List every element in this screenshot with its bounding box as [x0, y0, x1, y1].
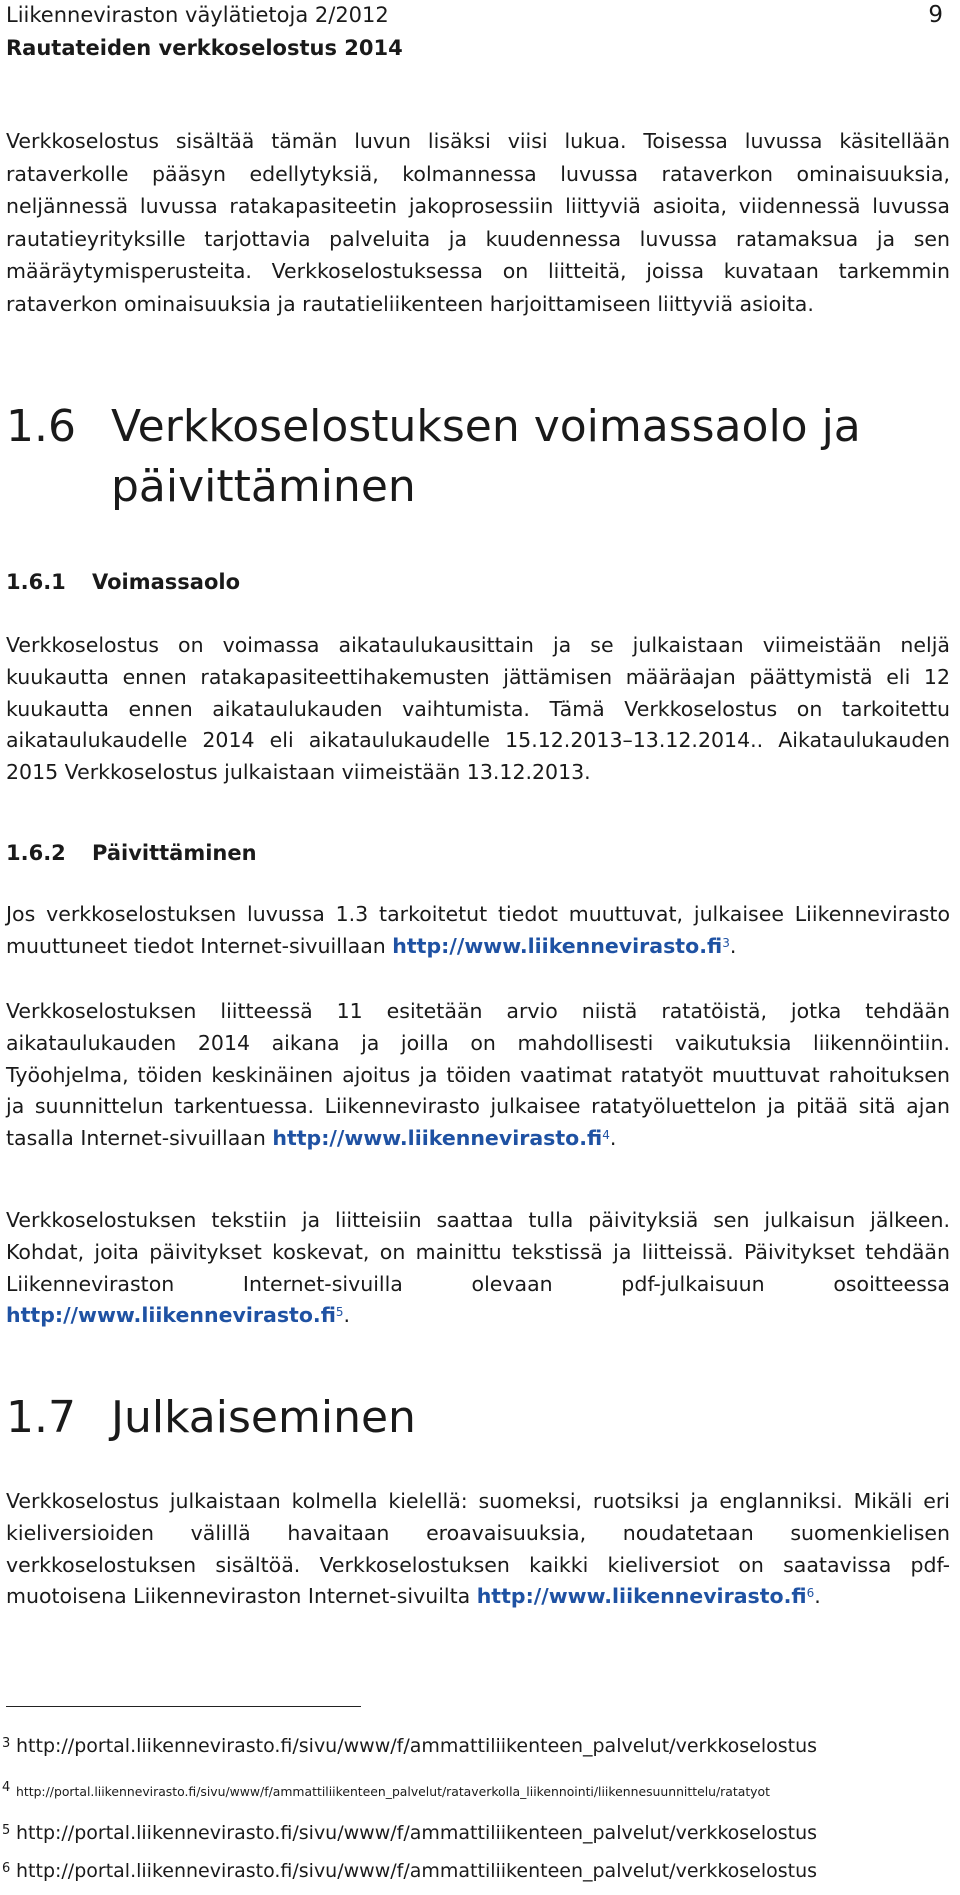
footnote-ref[interactable]: 5 — [335, 1305, 344, 1320]
footnote-ref[interactable]: 3 — [722, 935, 730, 950]
liikennevirasto-link[interactable]: http://www.liikennevirasto.fi — [272, 1126, 603, 1151]
footnote-number: 6 — [2, 1861, 11, 1876]
subsection-heading-1-6-1 — [6, 567, 240, 597]
footnote-6 — [2, 1856, 817, 1884]
footnote-number: 4 — [2, 1780, 11, 1795]
subsection-heading-1-6-2 — [6, 838, 257, 868]
paragraph-text: Verkkoselostuksen liitteessä 11 esitetään arvio niistä ratatöistä, jotka tehdään aikataulukauden 2014 aikana ja joilla on mahdollisesti vaikutuksia liikennöintiin. Työohjelma, töiden keskinäinen ajoitus ja töiden vaatimat ratatyöt muuttuvat rahoituksen ja suunnittelun tarkentuessa. Liikennevirasto julkaisee ratatyöluettelon ja pitää sitä ajan tasalla Internet-sivuillaan — [6, 999, 950, 1151]
liikennevirasto-link[interactable]: http://www.liikennevirasto.fi — [6, 1303, 336, 1328]
paivittaminen-paragraph-3 — [6, 1205, 950, 1332]
page-number: 9 — [928, 2, 943, 28]
section-heading-1-6 — [6, 397, 871, 517]
section-title: Verkkoselostuksen voimassaolo ja päivittäminen — [111, 401, 861, 512]
paragraph-end: . — [729, 933, 737, 958]
footnote-number: 3 — [2, 1736, 11, 1751]
footnote-5 — [2, 1818, 817, 1846]
paragraph-end: . — [814, 1584, 821, 1609]
running-header-publication: Liikenneviraston väylätietoja 2/2012 — [6, 3, 389, 27]
footnote-ref[interactable]: 4 — [602, 1128, 610, 1143]
subsection-title: Päivittäminen — [92, 841, 257, 865]
intro-paragraph: Verkkoselostus sisältää tämän luvun lisäksi viisi lukua. Toisessa luvussa käsitellään rataverkolle pääsyn edellytyksiä, kolmannessa luvussa rataverkon ominaisuuksia, neljännessä luvussa ratakapasiteetin jakoprosessiin liittyviä asioita, viidennessä luvussa rautatieyrityksille tarjottavia palveluita ja kuudennessa luvussa ratamaksua ja sen määräytymisperusteita. Verkkoselostuksessa on liitteitä, joissa kuvataan tarkemmin rataverkon ominaisuuksia ja rautatieliikenteen harjoittamiseen liittyviä asioita. — [6, 129, 950, 316]
julkaiseminen-paragraph — [6, 1486, 950, 1613]
footnote-ref[interactable]: 6 — [806, 1586, 815, 1601]
section-title: Julkaiseminen — [111, 1392, 416, 1443]
subsection-number: 1.6.2 — [6, 841, 66, 865]
section-number: 1.7 — [6, 1392, 76, 1443]
liikennevirasto-link[interactable]: http://www.liikennevirasto.fi — [392, 933, 723, 958]
paragraph-end: . — [609, 1126, 617, 1151]
paragraph-text: Jos verkkoselostuksen luvussa 1.3 tarkoitetut tiedot muuttuvat, julkaisee Liikennevirasto muuttuneet tiedot Internet-sivuillaan — [6, 902, 950, 958]
footnote-separator — [6, 1706, 361, 1707]
section-heading-1-7 — [6, 1388, 871, 1448]
running-header-title: Rautateiden verkkoselostus 2014 — [6, 36, 403, 60]
footnote-3 — [2, 1731, 817, 1759]
footnote-url[interactable]: http://portal.liikennevirasto.fi/sivu/www/f/ammattiliikenteen_palvelut/verkkoselostus — [16, 1860, 818, 1882]
subsection-number: 1.6.1 — [6, 570, 66, 594]
footnote-url[interactable]: http://portal.liikennevirasto.fi/sivu/www/f/ammattiliikenteen_palvelut/rataverkolla_liikennointi/liikennesuunnittelu/ratatyot — [16, 1784, 770, 1799]
paragraph-text: Verkkoselostuksen tekstiin ja liitteisiin saattaa tulla päivityksiä sen julkaisun jälkeen. Kohdat, joita päivitykset koskevat, on mainittu tekstissä ja liitteissä. Päivitykset tehdään Liikenneviraston Internet-sivuilla olevaan pdf-julkaisuun osoitteessa — [6, 1208, 950, 1296]
subsection-title: Voimassaolo — [92, 570, 241, 594]
paivittaminen-paragraph-1 — [6, 899, 950, 963]
voimassaolo-paragraph: Verkkoselostus on voimassa aikataulukausittain ja se julkaistaan viimeistään neljä kuukautta ennen ratakapasiteettihakemusten jättämisen määräajan päättymistä eli 12 kuukautta ennen aikataulukauden vaihtumista. Tämä Verkkoselostus on tarkoitettu aikataulukaudelle 2014 eli aikataulukaudelle 15.12.2013–13.12.2014.. Aikataulukauden 2015 Verkkoselostus julkaistaan viimeistään 13.12.2013. — [6, 633, 950, 785]
footnote-4 — [2, 1775, 770, 1805]
footnote-url[interactable]: http://portal.liikennevirasto.fi/sivu/www/f/ammattiliikenteen_palvelut/verkkoselostus — [16, 1735, 818, 1757]
paivittaminen-paragraph-2 — [6, 996, 950, 1155]
footnote-url[interactable]: http://portal.liikennevirasto.fi/sivu/www/f/ammattiliikenteen_palvelut/verkkoselostus — [16, 1822, 818, 1844]
paragraph-end: . — [343, 1303, 351, 1328]
paragraph-text: Verkkoselostus julkaistaan kolmella kielellä: suomeksi, ruotsiksi ja englanniksi. Mikäli eri kieliversioiden välillä havaitaan eroavaisuuksia, noudatetaan suomenkielisen verkkoselostuksen sisältöä. Verkkoselostuksen kaikki kieliversiot on saatavissa pdf-muotoisena Liikenneviraston Internet-sivuilta — [6, 1489, 950, 1609]
liikennevirasto-link[interactable]: http://www.liikennevirasto.fi — [476, 1584, 807, 1609]
footnote-number: 5 — [2, 1823, 11, 1838]
section-number: 1.6 — [6, 401, 76, 452]
